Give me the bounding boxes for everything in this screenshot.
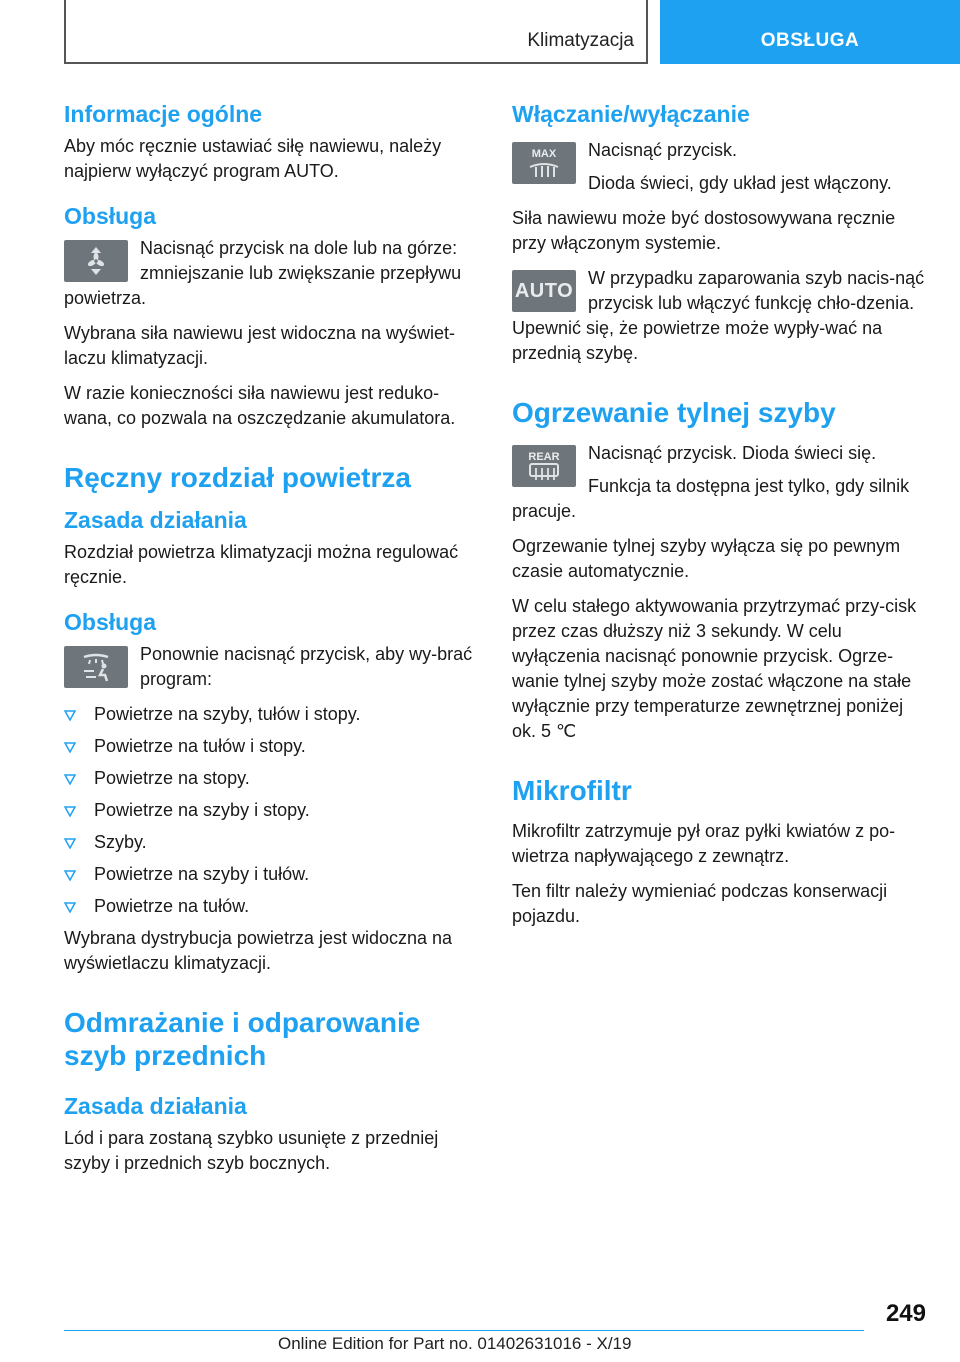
left-column [64, 100, 480, 1186]
list-item: Powietrze na szyby, tułów i stopy. [64, 702, 480, 727]
max-defrost-key-icon [512, 142, 576, 184]
paragraph-distribution-display: Wybrana dystrybucja powietrza jest widoczna na wyświetlaczu klimatyzacji. [64, 928, 453, 973]
paragraph-display: Wybrana siła nawiewu jest widoczna na wyświet‐laczu klimatyzacji. [64, 323, 455, 368]
heading-operation-2: Obsługa [64, 609, 157, 635]
list-item: Powietrze na tułów i stopy. [64, 734, 480, 759]
list-item: Szyby. [64, 830, 480, 855]
paragraph-principle: Rozdział powietrza klimatyzacji można regulować ręcznie. [64, 542, 459, 587]
paragraph-operation-2: Ponownie nacisnąć przycisk, aby wy‐brać program: [140, 644, 473, 689]
section-title: Klimatyzacja [527, 30, 634, 51]
heading-microfilter: Mikrofiltr [512, 775, 632, 806]
paragraph-on-off-2: Dioda świeci, gdy układ jest włączony. [588, 173, 892, 193]
footer-edition: Online Edition for Part no. 01402631016 - X/19 [278, 1334, 632, 1353]
paragraph-operation: Nacisnąć przycisk na dole lub na górze: zmniejszanie lub zwiększanie przepływu powietrza. [64, 238, 462, 308]
list-item: Powietrze na szyby i stopy. [64, 798, 480, 823]
heading-general: Informacje ogólne [64, 101, 263, 127]
paragraph-on-off-1: Nacisnąć przycisk. [588, 140, 738, 160]
paragraph-manual: Siła nawiewu może być dostosowywana ręcznie przy włączonym systemie. [512, 208, 896, 253]
paragraph-rear-4: W celu stałego aktywowania przytrzymać przy‐cisk przez czas dłuższy niż 3 sekundy. W celu wyłączenia nacisnąć ponownie przycisk. Ogrze‐wanie tylnej szyby może zostać włączone na stałe wyłącznie przy temperaturze zewnętrznej poniżej ok. 5 ℃ [512, 596, 917, 741]
heading-principle: Zasada działania [64, 507, 247, 533]
paragraph-rear-2: Funkcja ta dostępna jest tylko, gdy silnik pracuje. [512, 476, 910, 521]
paragraph-fog: W przypadku zaparowania szyb nacis‐nąć przycisk lub włączyć funkcję chło‐dzenia. Upewnić się, że powietrze może wypły‐wać na przednią szybę. [512, 268, 925, 363]
rear-defrost-key-icon [512, 445, 576, 487]
heading-defrost: Odmrażanie i odparowanie szyb przednich [64, 1007, 421, 1071]
right-column [512, 100, 928, 939]
heading-on-off: Włączanie/wyłączanie [512, 101, 750, 127]
rear-icon-label: REAR [528, 451, 560, 463]
list-item: Powietrze na szyby i tułów. [64, 862, 480, 887]
paragraph-reduce: W razie konieczności siła nawiewu jest reduko‐wana, co pozwala na oszczędzanie akumulatora. [64, 383, 456, 428]
paragraph-micro-1: Mikrofiltr zatrzymuje pył oraz pyłki kwiatów z po‐wietrza napływającego z zewnątrz. [512, 821, 896, 866]
paragraph-rear-3: Ogrzewanie tylnej szyby wyłącza się po pewnym czasie automatycznie. [512, 536, 901, 581]
heading-air-distribution: Ręczny rozdział powietrza [64, 462, 411, 493]
auto-icon-label: AUTO [514, 279, 574, 302]
header-section-box [64, 0, 648, 64]
auto-key-icon [512, 270, 576, 312]
heading-principle-2: Zasada działania [64, 1093, 247, 1119]
chapter-tab [660, 0, 960, 64]
heading-operation: Obsługa [64, 203, 157, 229]
max-icon-label: MAX [531, 148, 557, 160]
paragraph-principle-2: Lód i para zostaną szybko usunięte z przedniej szyby i przednich szyb bocznych. [64, 1128, 439, 1173]
paragraph-micro-2: Ten filtr należy wymieniać podczas konserwacji pojazdu. [512, 881, 888, 926]
list-item: Powietrze na stopy. [64, 766, 480, 791]
air-distribution-key-icon [64, 646, 128, 688]
paragraph-rear-1: Nacisnąć przycisk. Dioda świeci się. [588, 443, 877, 463]
chapter-title: OBSŁUGA [760, 30, 860, 51]
heading-rear-window: Ogrzewanie tylnej szyby [512, 397, 836, 428]
paragraph-general: Aby móc ręcznie ustawiać siłę nawiewu, należy najpierw wyłączyć program AUTO. [64, 136, 442, 181]
list-item: Powietrze na tułów. [64, 894, 480, 919]
fan-speed-key-icon [64, 240, 128, 282]
footer-divider [64, 1330, 864, 1331]
program-list [64, 702, 480, 919]
page-number: 249 [885, 1300, 926, 1327]
